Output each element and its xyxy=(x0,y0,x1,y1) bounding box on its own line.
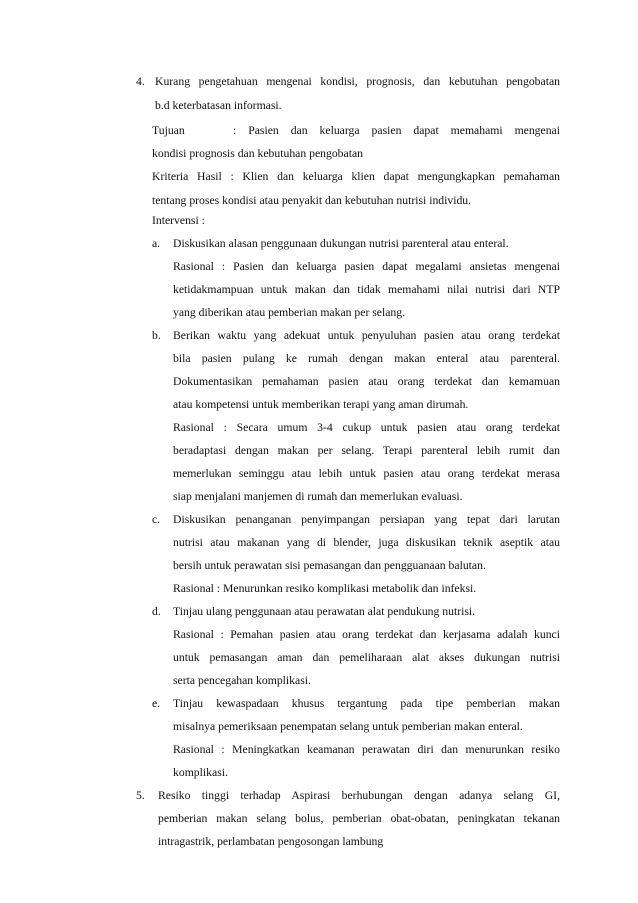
intervention-d-line: Tinjau ulang penggunaan atau perawatan alat pendukung nutrisi. xyxy=(173,605,476,618)
intervention-b-line: siap menjalani manjemen di rumah dan memerlukan evaluasi. xyxy=(173,490,463,503)
intervention-d-line: Rasional : Pemahan pasien atau orang terdekat dan kerjasama adalah kunci xyxy=(173,628,560,641)
item-5-line: Resiko tinggi terhadap Aspirasi berhubungan dengan adanya selang GI, xyxy=(158,789,560,802)
intervention-c-line: Rasional : Menurunkan resiko komplikasi metabolik dan infeksi. xyxy=(173,582,477,595)
intervention-b-letter: b. xyxy=(152,329,161,342)
intervention-c-letter: c. xyxy=(152,513,161,526)
intervention-b-line: atau kompetensi untuk memberikan terapi yang aman dirumah. xyxy=(173,398,469,411)
intervention-a-letter: a. xyxy=(152,237,161,250)
item-5-line: pemberian makan selang bolus, pemberian obat-obatan, peningkatan tekanan xyxy=(158,812,560,825)
kriteria-hasil-line: Kriteria Hasil : Klien dan keluarga klien dapat mengungkapkan pemahaman xyxy=(152,170,560,183)
intervention-b-line: memerlukan seminggu atau lebih untuk pasien atau orang terdekat merasa xyxy=(173,467,560,480)
item-4-title-line: b.d keterbatasan informasi. xyxy=(155,99,282,112)
intervention-e-line: Rasional : Meningkatkan keamanan perawatan diri dan menurunkan resiko xyxy=(173,743,560,756)
intervention-e-line: misalnya pemeriksaan penempatan selang untuk pemberian makan enteral. xyxy=(173,720,523,733)
intervention-a-line: Diskusikan alasan penggunaan dukungan nutrisi parenteral atau enteral. xyxy=(173,237,509,250)
tujuan-label: Tujuan xyxy=(152,124,185,137)
intervention-c-line: nutrisi atau makanan yang di blender, juga diskusikan teknik aseptik atau xyxy=(173,536,560,549)
intervention-d-letter: d. xyxy=(152,605,161,618)
item-4-title-line: Kurang pengetahuan mengenai kondisi, prognosis, dan kebutuhan pengobatan xyxy=(155,75,560,88)
intervention-c-line: Diskusikan penanganan penyimpangan persiapan yang tepat dari larutan xyxy=(173,513,560,526)
intervention-a-line: Rasional : Pasien dan keluarga pasien dapat megalami ansietas mengenai xyxy=(173,260,560,273)
intervensi-label: Intervensi : xyxy=(152,214,205,227)
intervention-c-line: bersih untuk perawatan sisi pemasangan dan pengguanaan balutan. xyxy=(173,559,486,572)
intervention-e-line: Tinjau kewaspadaan khusus tergantung pada tipe pemberian makan xyxy=(173,697,560,710)
intervention-b-line: bila pasien pulang ke rumah dengan makan enteral atau parenteral. xyxy=(173,352,560,365)
item-5-number: 5. xyxy=(136,789,145,802)
intervention-d-line: serta pencegahan komplikasi. xyxy=(173,674,311,687)
intervention-a-line: yang diberikan atau pemberian makan per selang. xyxy=(173,306,406,319)
intervention-b-line: Berikan waktu yang adekuat untuk penyuluhan pasien atau orang terdekat xyxy=(173,329,560,342)
item-4-number: 4. xyxy=(136,75,145,88)
item-5-line: intragastrik, perlambatan pengosongan lambung xyxy=(158,835,384,848)
intervention-d-line: untuk pemasangan aman dan pemeliharaan alat akses dukungan nutrisi xyxy=(173,651,560,664)
intervention-b-line: Dokumentasikan pemahaman pasien atau orang terdekat dan kemamuan xyxy=(173,375,560,388)
intervention-b-line: Rasional : Secara umum 3-4 cukup untuk pasien atau orang terdekat xyxy=(173,421,560,434)
intervention-a-line: ketidakmampuan untuk makan dan tidak memahami nilai nutrisi dari NTP xyxy=(173,283,560,296)
intervention-e-line: komplikasi. xyxy=(173,766,228,779)
kriteria-hasil-line: tentang proses kondisi atau penyakit dan kebutuhan nutrisi individu. xyxy=(152,194,472,207)
intervention-b-line: beradaptasi dengan makan per selang. Terapi parenteral lebih rumit dan xyxy=(173,444,560,457)
tujuan-text-line: kondisi prognosis dan kebutuhan pengobatan xyxy=(152,147,363,160)
intervention-e-letter: e. xyxy=(152,697,161,710)
tujuan-text-line: : Pasien dan keluarga pasien dapat memahami mengenai xyxy=(233,124,560,137)
